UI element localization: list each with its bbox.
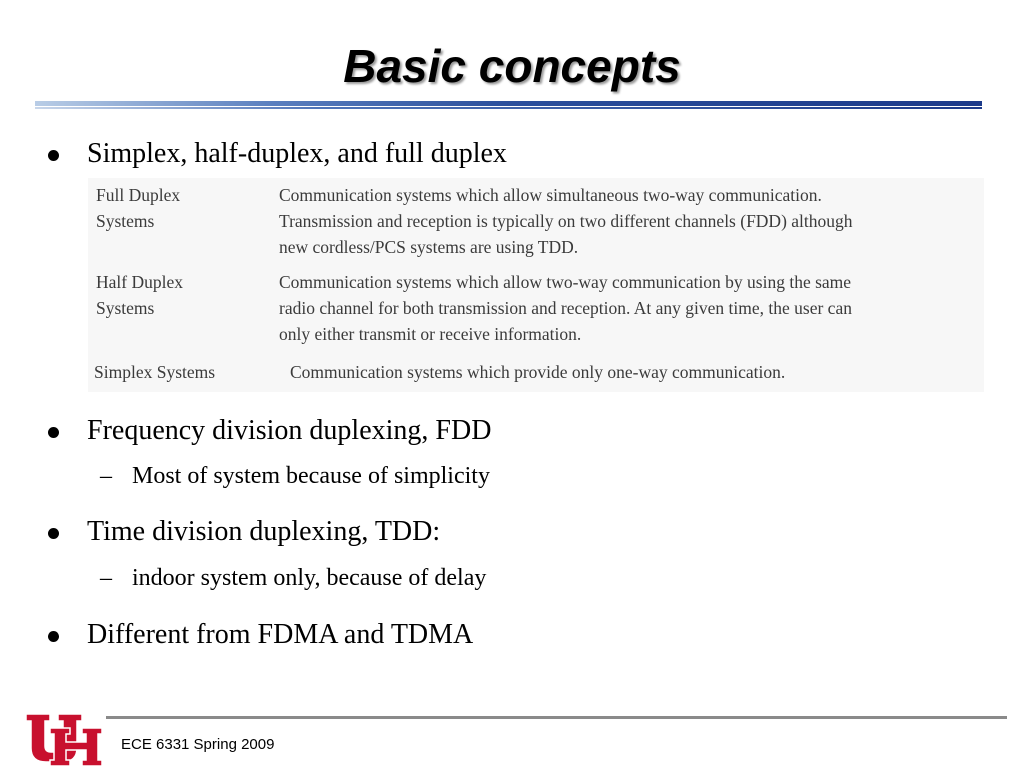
slide-title: Basic concepts — [343, 40, 681, 92]
bullet-text: Frequency division duplexing, FDD — [87, 415, 492, 446]
bullet-dot — [48, 528, 59, 539]
university-logo-icon — [24, 712, 104, 768]
term-full-duplex: Full Duplex Systems — [96, 185, 181, 231]
bullet-text: Time division duplexing, TDD: — [87, 516, 441, 547]
bullet-dot — [48, 427, 59, 438]
desc-half-duplex: Communication systems which allow two-way communication by using the same radio channel for both transmission and reception. At any given time, the user can only either transmit or receive information. — [279, 272, 852, 344]
sub-dash: – — [100, 565, 112, 591]
sub-bullet-fdd — [100, 461, 490, 491]
title-underline — [35, 101, 982, 110]
duplex-definitions-table — [88, 178, 984, 392]
term-simplex: Simplex Systems — [94, 362, 216, 382]
sub-bullet-text: Most of system because of simplicity — [132, 463, 490, 489]
sub-bullet-text: indoor system only, because of delay — [132, 565, 487, 591]
bullet-dot — [48, 631, 59, 642]
bullet-dot — [48, 150, 59, 161]
bullet-text: Different from FDMA and TDMA — [87, 619, 474, 650]
sub-bullet-tdd — [100, 563, 486, 593]
footer-rule — [106, 716, 1007, 719]
sub-dash: – — [100, 463, 112, 489]
bullet-text: Simplex, half-duplex, and full duplex — [87, 138, 507, 169]
desc-full-duplex: Communication systems which allow simultaneous two-way communication. Transmission and reception is typically on two different channels (FDD) although new cordless/PCS systems are using TDD. — [279, 185, 853, 257]
footer-course: ECE 6331 Spring 2009 — [121, 736, 275, 753]
term-half-duplex: Half Duplex Systems — [96, 272, 183, 318]
desc-simplex: Communication systems which provide only one-way communication. — [290, 362, 786, 382]
